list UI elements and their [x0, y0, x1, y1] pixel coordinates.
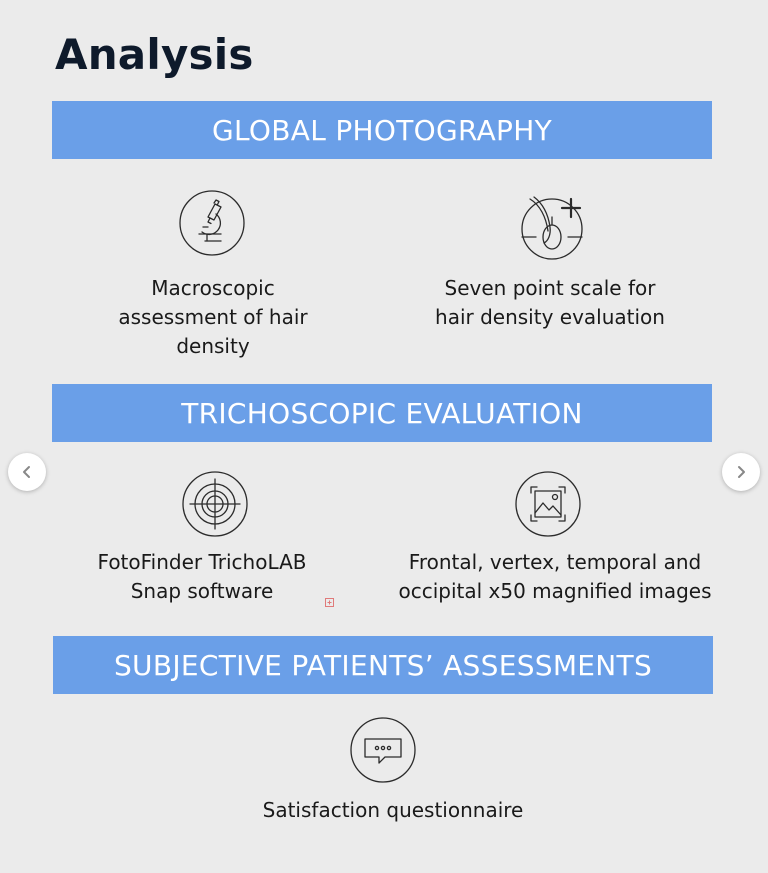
page-title: Analysis: [55, 30, 254, 79]
section-banner-global-photography: GLOBAL PHOTOGRAPHY: [52, 101, 712, 159]
carousel-prev-button[interactable]: [8, 453, 46, 491]
chevron-left-icon: [19, 464, 35, 480]
crosshair-target-icon: [182, 471, 248, 537]
hair-follicle-plus-icon: [520, 193, 584, 261]
caption-satisfaction-questionnaire: Satisfaction questionnaire: [262, 798, 524, 822]
chevron-right-icon: [733, 464, 749, 480]
image-placeholder-icon: [325, 598, 334, 607]
caption-macroscopic-assessment: Macroscopic assessment of hair density: [118, 276, 308, 358]
chat-bubble-icon: [350, 717, 416, 783]
section-banner-trichoscopic-evaluation: TRICHOSCOPIC EVALUATION: [52, 384, 712, 442]
image-scan-icon: [515, 471, 581, 537]
caption-seven-point-scale: Seven point scale for hair density evaluation: [435, 276, 665, 329]
carousel-next-button[interactable]: [722, 453, 760, 491]
microscope-icon: [179, 190, 245, 256]
caption-magnified-images: Frontal, vertex, temporal and occipital x50 magnified images: [398, 550, 712, 603]
caption-fotofinder-software: FotoFinder TrichoLAB Snap software: [97, 550, 307, 603]
section-banner-subjective-assessments: SUBJECTIVE PATIENTS’ ASSESSMENTS: [53, 636, 713, 694]
